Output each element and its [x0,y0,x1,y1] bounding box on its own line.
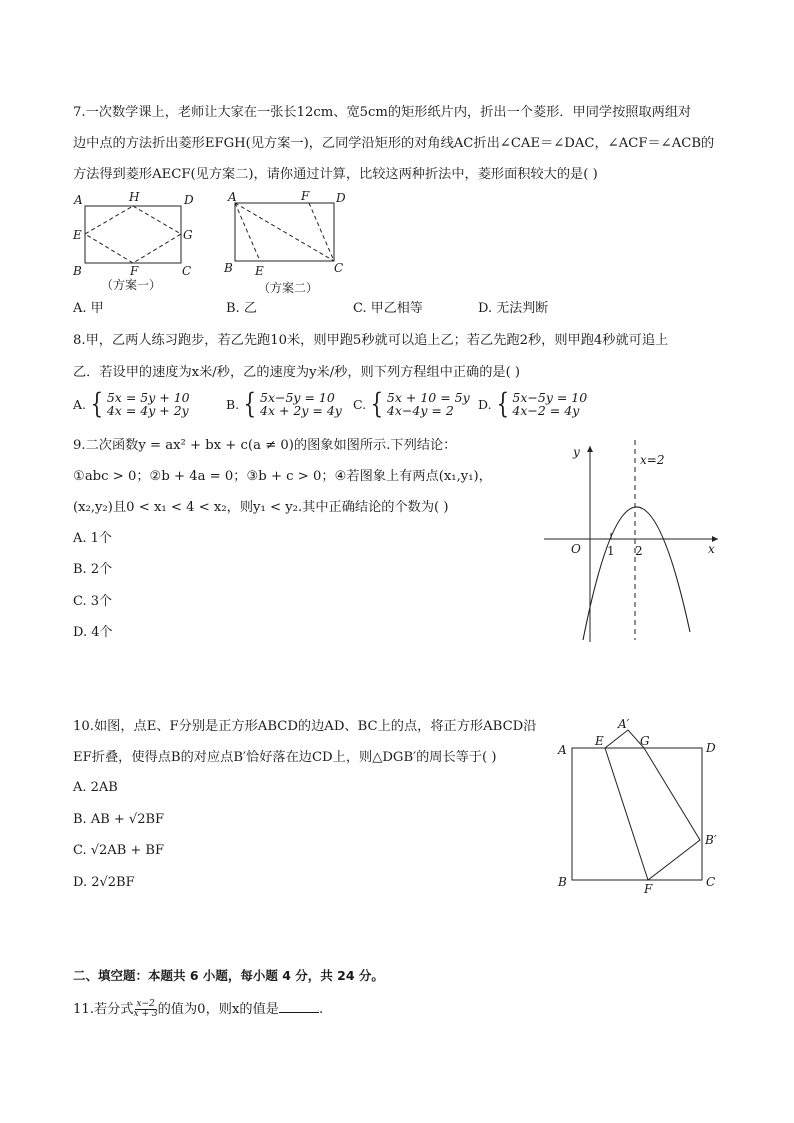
brace-icon: { [243,387,257,420]
label-e: E [255,264,264,278]
q11-prefix: 11.若分式 [73,1002,134,1017]
label-a-prime: A′ [618,717,630,731]
q10-option-a: A. 2AB [73,780,118,795]
brace-icon: { [90,387,104,420]
label-d: D [336,191,346,205]
label-f: F [130,264,139,278]
q8-option-d [478,387,588,420]
tick-label-1: 1 [607,544,615,558]
q9-parabola-graph [540,440,730,645]
q7-figure-plan-two [222,190,352,290]
q9-option-c: C. 3个 [73,594,113,609]
equation-row: 4x−4y = 2 [386,403,454,418]
q9-option-d: D. 4个 [73,625,113,640]
q10-line-2: EF折叠，使得点B的对应点B′恰好落在边CD上，则△DGB′的周长等于( ) [73,750,497,765]
label-e: E [595,734,604,748]
label-f: F [301,189,310,203]
equation-row: 4x = 4y + 2y [106,403,189,418]
brace-icon: { [496,387,509,420]
q7-option-b: B. 乙 [226,301,257,316]
q10-option-c: C. √2AB + BF [73,843,164,858]
label-b-prime: B′ [705,833,717,847]
fraction-numerator: x−2 [136,999,155,1009]
q7-line-3: 方法得到菱形AECF(见方案二)，请你通过计算，比较这两种折法中，菱形面积较大的是( ) [73,167,598,182]
equation-row: 4x−2 = 4y [512,403,580,418]
q10-line-1: 10.如图，点E、F分别是正方形ABCD的边AD、BC上的点，将正方形ABCD沿 [73,719,537,734]
label-b: B [558,875,567,889]
label-h: H [129,190,140,204]
q9-line-1: 9.二次函数y = ax² + bx + c(a ≠ 0)的图象如图所示.下列结论： [73,438,457,453]
q7-line-2: 边中点的方法折出菱形EFGH(见方案一)，乙同学沿矩形的对角线AC折出∠CAE＝∠DAC，∠ACF＝∠ACB的 [73,136,715,151]
q8-option-a [73,387,190,420]
q9-option-b: B. 2个 [73,562,113,577]
axis-of-symmetry-label: x=2 [640,453,665,467]
q8-option-c [353,387,470,420]
section-2-title: 二、填空题：本题共 6 小题，每小题 4 分，共 24 分。 [73,968,384,983]
answer-blank[interactable] [279,1000,319,1013]
equation-row: 5x−5y = 10 [512,390,588,405]
q9-option-a: A. 1个 [73,531,112,546]
q7-option-c: C. 甲乙相等 [353,301,423,316]
origin-label: O [571,542,581,556]
fraction-denominator: x + 3 [133,1009,158,1019]
label-c: C [182,264,192,278]
label-g: G [640,734,650,748]
q9-line-3: (x₂,y₂)且0 < x₁ < 4 < x₂，则y₁ < y₂.其中正确结论的个数为( ) [73,500,449,515]
label-a: A [228,190,237,204]
q11-suffix: 的值为0，则x的值是 [157,1002,279,1017]
label-c: C [334,261,344,275]
q8-option-b [226,387,342,420]
label-f: F [644,882,653,896]
x-axis-label: x [708,542,715,556]
equation-row: 4x + 2y = 4y [260,403,342,418]
q10-option-b: B. AB + √2BF [73,812,165,827]
label-b: B [224,261,233,275]
label-e: E [73,228,82,242]
y-axis-label: y [573,445,580,459]
brace-icon: { [370,387,384,420]
q7-figure-plan-one [70,190,210,290]
q7-option-d: D. 无法判断 [478,301,549,316]
option-letter: D. [478,396,492,412]
option-letter: A. [73,396,87,412]
equation-row: 5x = 5y + 10 [106,390,190,405]
label-d: D [184,193,194,207]
q11-fraction [134,1000,158,1019]
q7-caption-plan-two: （方案二） [258,281,319,295]
label-a: A [74,193,83,207]
q8-line-2: 乙．若设甲的速度为x米/秒，乙的速度为y米/秒，则下列方程组中正确的是( ) [73,365,521,380]
q11-line [73,1000,323,1019]
tick-label-2: 2 [635,544,643,558]
label-b: B [73,264,82,278]
q11-end: . [318,1002,324,1017]
label-a: A [558,743,567,757]
q7-option-a: A. 甲 [73,301,104,316]
equation-row: 5x + 10 = 5y [386,390,470,405]
q9-line-2: ①abc > 0；②b + 4a = 0；③b + c > 0；④若图象上有两点(x₁,y₁)， [73,469,492,484]
equation-row: 5x−5y = 10 [260,390,335,405]
q10-option-d: D. 2√2BF [73,875,135,890]
q10-square-fold-figure [550,712,730,897]
q7-caption-plan-one: （方案一） [101,278,162,292]
label-c: C [706,875,716,889]
label-d: D [706,741,716,755]
q8-line-1: 8.甲，乙两人练习跑步，若乙先跑10米，则甲跑5秒就可以追上乙；若乙先跑2秒，则甲跑4秒就可追上 [73,333,669,348]
option-letter: C. [353,396,367,412]
label-g: G [183,228,193,242]
option-letter: B. [226,396,240,412]
q7-line-1: 7.一次数学课上，老师让大家在一张长12cm、宽5cm的矩形纸片内，折出一个菱形．甲同学按照取两组对 [73,105,692,120]
